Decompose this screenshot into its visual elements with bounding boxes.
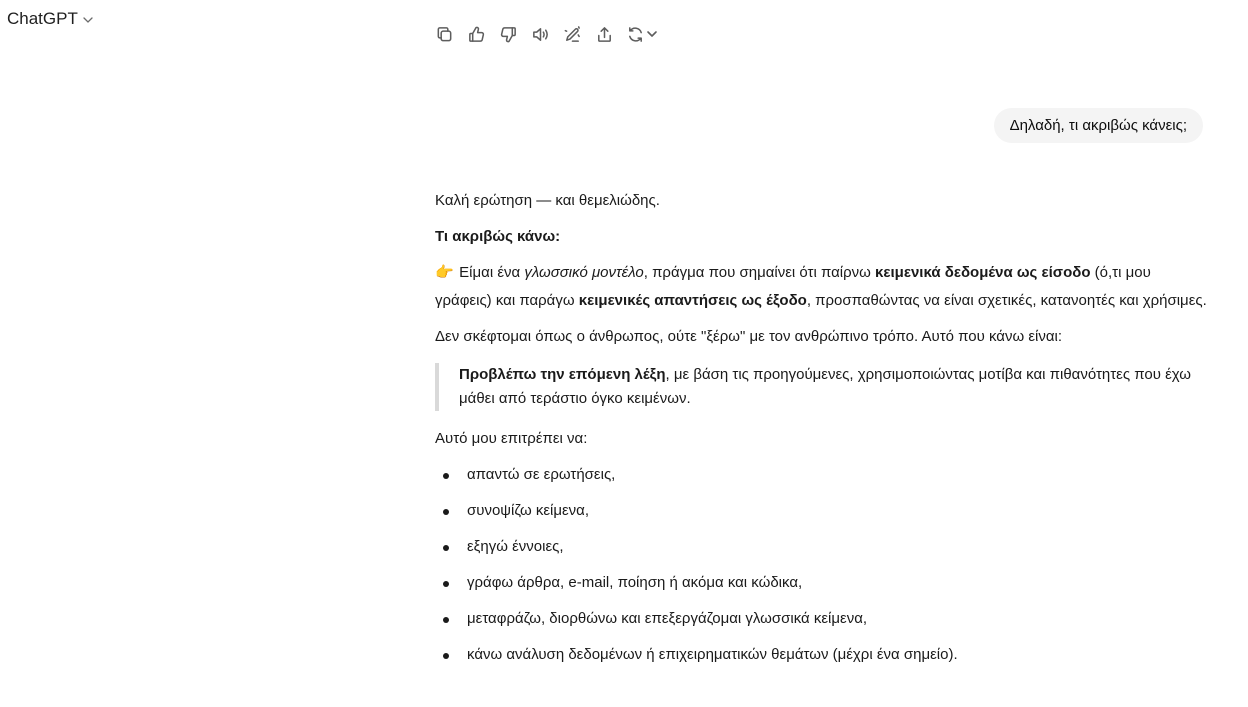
thumbs-down-icon (499, 25, 518, 44)
paragraph-how-i-think: Δεν σκέφτομαι όπως ο άνθρωπος, ούτε "ξέρω" με τον ανθρώπινο τρόπο. Αυτό που κάνω είναι: (435, 328, 1063, 345)
edit-in-canvas-button[interactable] (562, 22, 582, 46)
list-item: γράφω άρθρα, e-mail, ποίηση ή ακόμα και κώδικα, (435, 569, 1210, 605)
read-aloud-button[interactable] (530, 22, 550, 46)
bold-span: κειμενικά δεδομένα ως είσοδο (875, 264, 1091, 281)
pointing-hand-icon: 👉 (435, 264, 454, 281)
text-span: , προσπαθώντας να είναι σχετικές, κατανοητές και χρήσιμες. (806, 292, 1207, 309)
list-item: μεταφράζω, διορθώνω και επεξεργάζομαι γλωσσικά κείμενα, (435, 605, 1210, 641)
share-icon (595, 25, 614, 44)
copy-icon (435, 25, 454, 44)
quote-bold: Προβλέπω την επόμενη λέξη (459, 366, 666, 383)
thumbs-up-icon (467, 25, 486, 44)
regenerate-button[interactable] (626, 22, 658, 46)
assistant-message (435, 187, 1210, 677)
user-message-bubble (994, 108, 1203, 143)
capabilities-list (435, 461, 1210, 677)
read-aloud-icon (531, 25, 550, 44)
section-heading: Τι ακριβώς κάνω: (435, 228, 561, 245)
regenerate-icon (626, 25, 645, 44)
text-span: (ό,τι μου γράφεις) και παράγω (435, 264, 1151, 309)
model-label: ChatGPT (7, 9, 78, 28)
list-item: εξηγώ έννοιες, (435, 533, 1210, 569)
italic-span: γλωσσικό μοντέλο (524, 264, 644, 281)
list-item: συνοψίζω κείμενα, (435, 497, 1210, 533)
heading-paragraph (435, 223, 1210, 251)
message-actions (434, 22, 658, 46)
user-message-text: Δηλαδή, τι ακριβώς κάνεις; (1009, 117, 1187, 134)
good-response-button[interactable] (466, 22, 486, 46)
chevron-down-icon (82, 14, 94, 26)
model-switcher[interactable] (7, 9, 94, 29)
paragraph-allows: Αυτό μου επιτρέπει να: (435, 430, 588, 447)
edit-canvas-icon (563, 25, 582, 44)
copy-button[interactable] (434, 22, 454, 46)
text-span: Είμαι ένα (455, 264, 525, 281)
share-button[interactable] (594, 22, 614, 46)
intro-paragraph: Καλή ερώτηση — και θεμελιώδης. (435, 192, 660, 209)
bold-span: κειμενικές απαντήσεις ως έξοδο (578, 292, 807, 309)
blockquote (435, 363, 1210, 411)
list-item: κάνω ανάλυση δεδομένων ή επιχειρηματικών θεμάτων (μέχρι ένα σημείο). (435, 641, 1210, 677)
list-item: απαντώ σε ερωτήσεις, (435, 461, 1210, 497)
chevron-down-icon (646, 28, 658, 40)
bad-response-button[interactable] (498, 22, 518, 46)
quote-text: , με βάση τις προηγούμενες, χρησιμοποιώντας μοτίβα και πιθανότητες που έχω μάθει από τεράστιο όγκο κειμένων. (459, 366, 1191, 407)
text-span: , πράγμα που σημαίνει ότι παίρνω (643, 264, 876, 281)
paragraph-language-model (435, 259, 1210, 315)
